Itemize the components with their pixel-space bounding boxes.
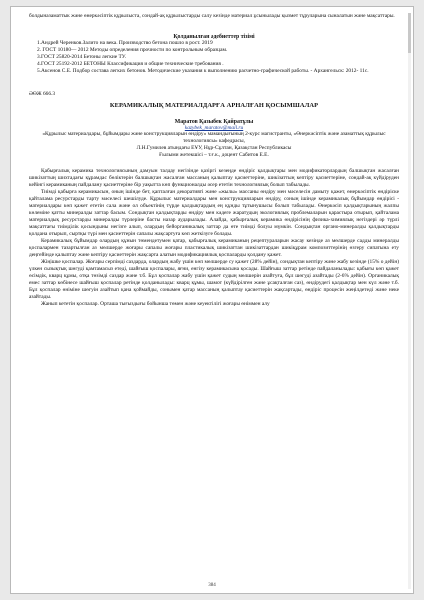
body-paragraph: Жанып кететін қоспалар. Орташа тығыздығы бойынша төмен және кеуектілігі жоғары өніммен алу: [41, 301, 270, 307]
document-page: [10, 6, 414, 594]
article-body: [29, 168, 399, 308]
page-number: 384: [208, 583, 216, 588]
body-paragraph: Қабырғалық керамика технологиясының дамуын талдау негізінде қазіргі кезеңде өндіріс қалдықтары мен модификаторлардың балшықтан жасалған шикізаттың шихтадағы құрамдас бөліктерін балшықтан жасалған массаның қалыптау қасиеттеріне, шикізаттың кептіру қасиеттеріне, сондай-ақ күйдіруден кейінгі керамиканың пайдалану қасиеттеріне бір уақытта көп функционалды әсер ететін технологиялық болып табылады.: [29, 168, 399, 188]
vertical-scrollbar[interactable]: [408, 13, 411, 589]
body-paragraph: Керамикалық бұйымдар олардың құнын төмендетумен қатар, қабырғалық керамиканың рецептураларын жасау кезінде аз мөлшерде садды минералды қоспалармен тазартылған аз мөлшерде жоғары сапалы жоғары пластикалық шикізаттан шикізаттардан шикіқұрам композиттерінің өзгеру сипатына ету деңгейінде қалыптау және кептіру қасиеттерін жақсарта алатын модификациялық қоспаларды қолдану қажет.: [29, 238, 399, 258]
reference-item: 5.Аксенов С.Е. Подбор состава легких бетонов. Методические указания к выполнению расчетно-графической работы. - Архангельск: 2012- 11с.: [37, 68, 369, 74]
body-paragraph: Жіңішке қоспалар. Жоғары серпімді саздарда, олардың жабу үшін көп мөлшерде су қажет (28% дейін), сондықтан кептіру және жабу кезінде (15% о дейін) үлкен сызықтық шөгуді қамтамасыз етеді, шайғыш қоспалары, яғни, енгізу керамикасына қосады. Шайғыш заттар ретінде пайдаланылады: қабығы көп қажет өсімдік, кварц құмы, отқа төзімді саздар және т.б. Бұл қоспалар жабу үшін қажет судың мөлшерін азайтуға, бұл шөгуді азайтады (2-6% дейін). Органикалық емес заттар көбінесе шайғыш қоспалар ретінде қолданылады: кварц құмы, шамот (күйдірілген және ұсақталған саз), өндірудегі қалдықтар мен күл және т.б. Бұл қоспалар өніміне шөгуін азайтып қана қоймайды, сонымен қатар массаның қалыптау қасиеттерін жақсартады, өндіріс процесін жеңілдетеді және неке азайтады.: [29, 259, 399, 300]
reference-item: 1.Андрей Черенков.Залито на века. Производство бетона пошло в рост. 2019: [37, 40, 213, 46]
affiliation-line: Ғылыми жетекшісі – т.ғ.к., доцент Сабитов Е.Е.: [159, 152, 269, 158]
reference-item: 4.ГОСТ 25192-2012 БЕТОНЫ Классификация и общие технические требования .: [37, 61, 224, 67]
affiliation-line: Л.Н.Гумилев атындағы ЕҰУ, Нұр-Сұлтан, Қазақстан Республикасы: [136, 145, 292, 151]
author-email-link[interactable]: kazybek_maratov@mail.ru: [184, 125, 244, 131]
reference-item: 2. ГОСТ 10180— 2012 Методы определения прочности по контрольным образцам.: [37, 47, 228, 53]
references-title: Қолданылған әдебиеттер тізімі: [173, 34, 255, 40]
article-title: КЕРАМИКАЛЫҚ МАТЕРИАЛДАРҒА АРНАЛҒАН ҚОСЫМШАЛАР: [109, 102, 319, 109]
page-content: [29, 13, 399, 308]
scrollbar-thumb[interactable]: [408, 13, 411, 53]
author-name: Маратов Қазыбек Қайратұлы: [174, 119, 254, 125]
top-text: болдыназаматтык және өнеркәсіптік құрылыста, сондай-ақ құрылыстарды салу кезінде материал ұсынылады қызмет тұруларына сыналатын және мақсаттары.: [29, 13, 395, 19]
body-paragraph: Тиімді қабырға керамикасын, оның ішінде бет, қапталған декоративті және «жылы» массаны өндіру мен мәселесін дамыту қажет, өнеркәсіптік өндіріске қайталама ресурстарды тарту мәселесі шешілуде. Құрылыс материалдары мен конструкцияларын өндіру, соның ішінде керамикалық бұйымдар өндірісі - материалдары көп қажет ететін сала және ол объектінің түрде қалдықтардың ең құнды тұтынушысы болып табылады. Өнеркәсіп қалдықтарының жалпы көлеміне қатты минералды заттар басым. Сондықтан қалдықтарды өндіру мен кәдеге жаратудың экологиялық проблемаларын қарастыра отырып, қайталама материалдық ресурстарды минералды түрлеріне басты назар аударылады. Алайда, қабырғалық керамика өндірісінің физика-химиялық негіздері әр түрлі мақсаттағы тиімділік қосындыны негізге алып, олардың бейорганикалық заттар да өте тиімді болуы мүмкін. Сондықтан органо-минералды қалдықтарды қолдана отырып, сыртқы түрі мен қасиеттерін сапалы жақсартуға көп жеткізуге болады.: [29, 189, 399, 237]
affiliation-line: «Құрылыс материалдары, бұйымдары және конструкцияларын өндіру» мамандығының 2-курс магистранты, «Өнеркәсіптік және азаматтық құрылыс технологиясы» кафедрасы,: [42, 131, 386, 144]
udk-code: ӘӨЖ 666.3: [29, 91, 56, 97]
reference-item: 3.ГОСТ 25820-2014 Бетоны легкие ТУ.: [37, 54, 127, 60]
